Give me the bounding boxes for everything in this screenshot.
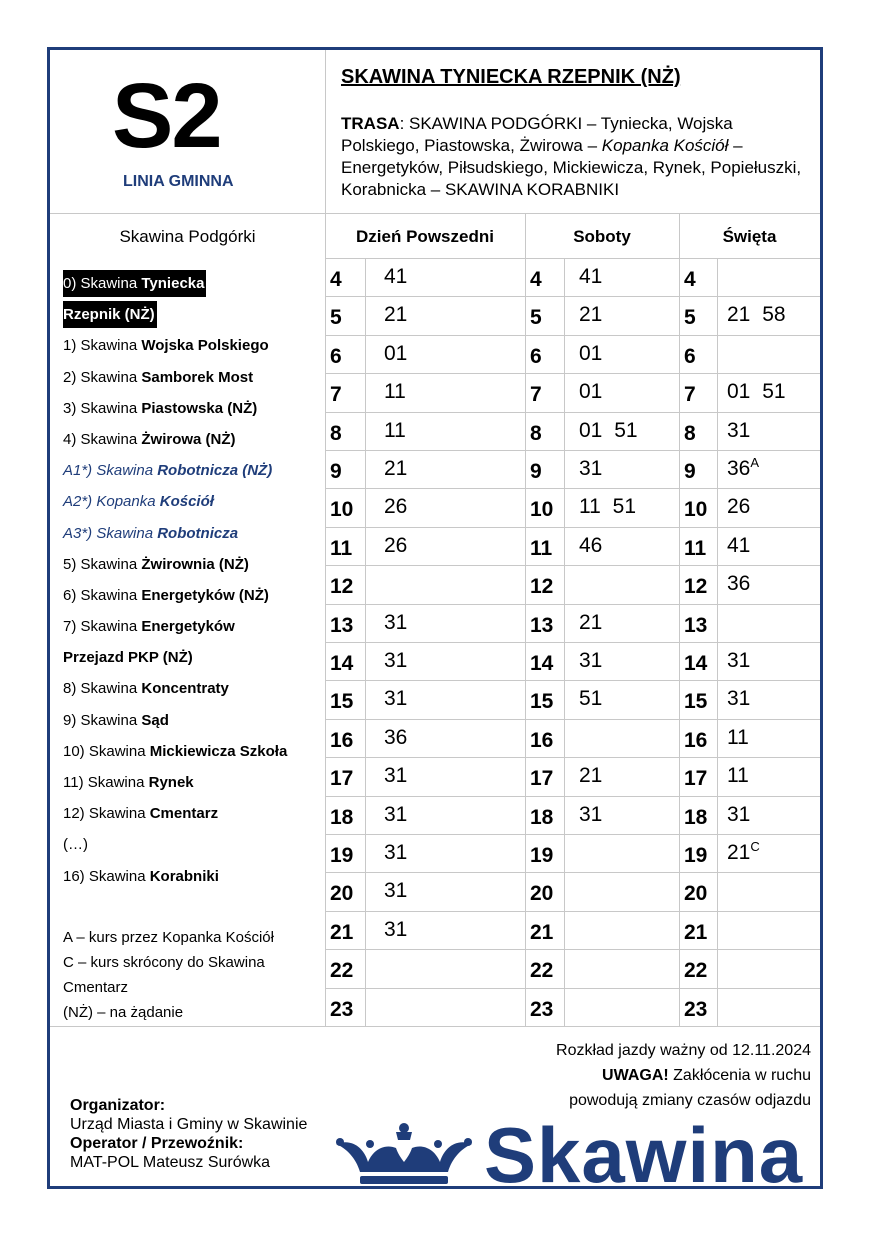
stop-prefix: 6) Skawina <box>63 586 142 604</box>
minutes-cell <box>579 796 602 834</box>
warning-line2: powodują zmiany czasów odjazdu <box>569 1092 811 1109</box>
minutes-cell <box>384 796 407 834</box>
skawina-logo-text: Skawina <box>484 1111 804 1199</box>
minutes-cell <box>384 335 407 373</box>
trasa-part1: : SKAWINA PODGÓRKI – Tyniecka, Wojska Polskiego, Piastowska, Żwirowa – <box>341 114 733 155</box>
minutes-cell <box>384 719 407 757</box>
minutes-cell <box>579 296 602 334</box>
minutes-cell <box>384 258 407 296</box>
hour-cell: 8 <box>330 421 342 445</box>
row-divider <box>325 988 820 989</box>
hour-cell: 13 <box>684 613 708 637</box>
minutes-value: 46 <box>579 533 603 557</box>
hour-cell: 23 <box>530 997 554 1021</box>
stop-name: Robotnicza (NŻ) <box>157 462 273 480</box>
hour-cell: 11 <box>684 536 707 560</box>
minutes-cell <box>384 642 407 680</box>
minutes-cell <box>384 450 407 488</box>
minutes-cell <box>727 757 749 795</box>
row-divider <box>325 949 820 950</box>
note-a: A – kurs przez Kopanka Kościół <box>63 929 274 946</box>
minutes-value: 31 <box>579 649 603 672</box>
stop-item <box>63 767 325 798</box>
weekday-column-header: Dzień Powszedni <box>356 227 494 246</box>
minutes-value: 31 <box>384 841 408 864</box>
minutes-value: 01 51 <box>579 418 638 442</box>
hour-cell: 5 <box>330 306 342 330</box>
valid-line: Rozkład jazdy ważny od 12.11.2024 <box>556 1042 811 1059</box>
minutes-value: 11 <box>384 380 406 404</box>
stop-item <box>63 486 325 517</box>
hour-cell: 23 <box>684 997 708 1021</box>
hour-cell: 12 <box>684 575 708 599</box>
stop-item <box>63 642 325 673</box>
minutes-cell <box>384 604 407 642</box>
hour-cell: 9 <box>684 460 696 483</box>
notes <box>63 925 274 1025</box>
hour-cell: 18 <box>330 805 354 829</box>
trasa-part2: – Energetyków, Piłsudskiego, Mickiewicza, Rynek, Popiełuszki, Korabnicka – SKAWINA KORABNIKI <box>341 136 802 199</box>
stop-prefix: A1*) Skawina <box>63 462 158 480</box>
stop-list <box>63 268 325 892</box>
minutes-value: 01 <box>579 341 603 365</box>
hour-cell: 15 <box>530 690 554 714</box>
hour-cell: 16 <box>330 728 354 752</box>
hour-cell: 6 <box>330 344 342 368</box>
hour-cell: 13 <box>530 613 554 637</box>
minutes-cell <box>579 642 602 680</box>
footnote-marker: A <box>750 455 760 470</box>
minutes-cell <box>579 680 602 718</box>
hour-cell: 4 <box>684 268 696 291</box>
minutes-value: 31 <box>384 802 408 826</box>
hour-cell: 19 <box>330 844 354 867</box>
minutes-cell <box>579 527 602 565</box>
footnote-marker: C <box>750 839 760 854</box>
minutes-value: 21 <box>579 610 603 634</box>
hour-cell: 10 <box>530 498 554 522</box>
stop-prefix: 2) Skawina <box>63 368 142 386</box>
stop-item <box>63 611 325 642</box>
organizer-label: Organizator: <box>70 1097 166 1114</box>
route-description <box>341 113 811 201</box>
minutes-value: 21 58 <box>727 303 786 327</box>
minutes-value: 26 <box>727 495 751 519</box>
stop-prefix: 8) Skawina <box>63 680 142 698</box>
stop-item <box>63 861 325 892</box>
saturday-column-header: Soboty <box>573 227 631 246</box>
hour-cell: 12 <box>330 575 354 599</box>
hour-cell: 4 <box>530 268 542 291</box>
minutes-value: 11 <box>384 418 406 442</box>
hour-cell: 8 <box>684 421 696 445</box>
hour-cell: 17 <box>530 767 554 791</box>
minutes-cell <box>384 412 406 450</box>
hour-cell: 11 <box>530 536 553 560</box>
stop-prefix: 1) Skawina <box>63 337 142 355</box>
hour-cell: 16 <box>684 728 708 752</box>
hour-cell: 9 <box>330 460 342 483</box>
minutes-cell <box>384 296 407 334</box>
stop-prefix: 16) Skawina <box>63 867 150 885</box>
hour-cell: 20 <box>530 882 554 906</box>
minutes-cell <box>384 911 407 949</box>
hour-cell: 12 <box>530 575 554 599</box>
crown-icon <box>334 1118 474 1188</box>
stop-name: Żwirownia (NŻ) <box>141 555 249 573</box>
minutes-value: 11 51 <box>579 495 636 519</box>
stop-item <box>63 829 325 860</box>
hour-cell: 7 <box>330 383 342 407</box>
stop-prefix: 4) Skawina <box>63 430 142 448</box>
minutes-value: 21 <box>579 764 603 788</box>
hour-cell: 22 <box>530 959 554 983</box>
minutes-cell <box>579 450 602 488</box>
minutes-cell <box>384 757 407 795</box>
stop-name: Sąd <box>141 711 169 729</box>
warning-line <box>556 1063 811 1088</box>
minutes-cell <box>384 527 407 565</box>
hour-cell: 14 <box>330 652 354 675</box>
trasa-italic: Kopanka Kościół <box>601 136 729 155</box>
stop-item <box>63 268 325 299</box>
stop-name: Samborek Most <box>141 368 254 386</box>
stop-prefix: 9) Skawina <box>63 711 142 729</box>
stop-item <box>63 362 325 393</box>
minutes-value: 21 <box>384 303 408 327</box>
stop-item <box>63 330 325 361</box>
stop-item <box>63 299 325 330</box>
hour-cell: 6 <box>684 344 696 368</box>
minutes-value: 26 <box>384 495 408 519</box>
warning-bold: UWAGA! <box>602 1067 669 1084</box>
minutes-value: 31 <box>384 879 408 903</box>
minutes-value: 01 51 <box>727 380 786 404</box>
minutes-value: 31 <box>384 687 408 711</box>
minutes-value: 41 <box>579 265 603 288</box>
minutes-cell <box>727 680 750 718</box>
note-nz: (NŻ) – na żądanie <box>63 1004 184 1021</box>
minutes-value: 11 <box>727 725 749 749</box>
minutes-cell <box>384 488 407 526</box>
minutes-cell <box>384 834 407 872</box>
hour-cell: 22 <box>684 959 708 983</box>
hour-cell: 10 <box>684 498 708 522</box>
hour-cell: 19 <box>684 844 708 867</box>
hour-cell: 14 <box>530 652 554 675</box>
minutes-value: 11 <box>727 764 749 788</box>
hour-cell: 19 <box>530 844 554 867</box>
stop-item <box>63 393 325 424</box>
stop-item <box>63 580 325 611</box>
hour-cell: 17 <box>330 767 354 791</box>
minutes-value: 21 <box>579 303 603 327</box>
stop-item <box>63 455 325 486</box>
minutes-value: 31 <box>727 687 751 711</box>
stop-name: Żwirowa (NŻ) <box>141 430 236 448</box>
minutes-value: 51 <box>579 687 603 711</box>
hour-cell: 20 <box>684 882 708 906</box>
hour-cell: 5 <box>530 306 542 330</box>
stop-item <box>63 549 325 580</box>
organizer-name: Urząd Miasta i Gminy w Skawinie <box>70 1116 308 1133</box>
minutes-cell <box>579 604 602 642</box>
validity-info <box>556 1038 811 1113</box>
hour-cell: 15 <box>684 690 708 714</box>
stop-item <box>63 673 325 704</box>
stop-prefix: 5) Skawina <box>63 555 142 573</box>
stop-item <box>63 518 325 549</box>
minutes-cell <box>384 680 407 718</box>
stop-name: Rynek <box>148 774 194 791</box>
hour-cell: 11 <box>330 536 353 560</box>
warning-rest: Zakłócenia w ruchu <box>668 1067 811 1084</box>
stop-name: Wojska Polskiego <box>141 337 269 355</box>
minutes-value: 31 <box>727 649 751 672</box>
minutes-value: 31 <box>384 649 408 672</box>
stop-prefix: 10) Skawina <box>63 742 150 760</box>
stop-name: Energetyków <box>141 618 235 636</box>
stop-prefix: A2*) Kopanka <box>63 493 160 511</box>
stop-prefix: 3) Skawina <box>63 399 142 417</box>
note-c: C – kurs skrócony do Skawina <box>63 954 265 971</box>
hour-cell: 23 <box>330 997 354 1021</box>
minutes-value: 31 <box>727 418 751 442</box>
stop-name: Robotnicza <box>157 524 239 542</box>
minutes-cell <box>727 527 750 565</box>
minutes-value: 01 <box>384 341 408 365</box>
stop-name: Koncentraty <box>141 680 229 698</box>
trasa-label: TRASA <box>341 114 400 133</box>
hour-cell: 17 <box>684 767 708 791</box>
minutes-cell <box>727 719 749 757</box>
minutes-value: 26 <box>384 533 408 557</box>
minutes-cell <box>579 757 602 795</box>
hour-cell: 22 <box>330 959 354 983</box>
minutes-value: 31 <box>727 802 751 826</box>
stop-prefix: 7) Skawina <box>63 618 142 636</box>
minutes-value: 31 <box>384 764 408 788</box>
minutes-cell <box>727 565 750 603</box>
hour-cell: 10 <box>330 498 354 522</box>
holiday-column-header: Święta <box>722 227 777 246</box>
operator-name: MAT-POL Mateusz Surówka <box>70 1154 271 1171</box>
hour-cell: 9 <box>530 460 542 483</box>
minutes-cell <box>727 373 786 411</box>
stop-name: Rzepnik (NŻ) <box>63 306 155 324</box>
minutes-value: 31 <box>384 610 408 634</box>
stop-name: Cmentarz <box>149 805 219 823</box>
minutes-cell <box>579 335 602 373</box>
minutes-value: 41 <box>384 265 408 288</box>
minutes-cell <box>579 412 638 450</box>
minutes-cell <box>579 258 602 296</box>
stop-column-header: Skawina Podgórki <box>119 227 256 246</box>
hour-cell: 18 <box>530 805 554 829</box>
hour-cell: 16 <box>530 728 554 752</box>
route-number: S2 <box>112 65 221 167</box>
minutes-cell <box>579 488 636 526</box>
minutes-cell <box>727 488 750 526</box>
stop-prefix: 0) Skawina <box>63 275 142 292</box>
minutes-value: 31 <box>579 457 603 480</box>
stop-item <box>63 798 325 829</box>
minutes-value: 31 <box>579 802 603 826</box>
stop-prefix: (…) <box>63 836 88 854</box>
stop-prefix: A3*) Skawina <box>63 524 158 542</box>
hour-cell: 21 <box>530 920 554 944</box>
stop-name: Przejazd PKP (NŻ) <box>63 649 193 667</box>
minutes-value: 31 <box>384 917 408 941</box>
hour-cell: 4 <box>330 268 342 291</box>
organizer-block <box>70 1096 307 1172</box>
minutes-value: 36 <box>384 725 408 749</box>
stop-item <box>63 424 325 455</box>
minutes-cell <box>727 412 750 450</box>
hour-cell: 5 <box>684 306 696 330</box>
minutes-cell <box>384 373 406 411</box>
minutes-value: 21 <box>727 841 751 864</box>
hour-cell: 7 <box>530 383 542 407</box>
stop-name: Tyniecka <box>141 275 205 292</box>
note-c-cont: Cmentarz <box>63 979 129 996</box>
stop-name: Mickiewicza Szkoła <box>149 742 288 760</box>
minutes-cell <box>727 834 760 872</box>
stop-item <box>63 705 325 736</box>
table-bottom-line <box>50 1026 820 1027</box>
minutes-value: 21 <box>384 457 408 480</box>
stop-prefix: 12) Skawina <box>63 805 150 823</box>
minutes-cell <box>579 373 602 411</box>
hour-cell: 15 <box>330 690 354 714</box>
header-divider <box>325 50 326 213</box>
hour-cell: 7 <box>684 383 696 407</box>
header-bottom-line <box>50 213 820 214</box>
route-name: SKAWINA TYNIECKA RZEPNIK (NŻ) <box>341 66 681 88</box>
stop-prefix: 11) Skawina <box>63 774 149 791</box>
minutes-cell <box>727 296 786 334</box>
minutes-cell <box>384 872 407 910</box>
operator-label: Operator / Przewoźnik: <box>70 1135 244 1152</box>
stop-name: Kościół <box>159 493 214 511</box>
stop-item <box>63 736 325 767</box>
stop-name: Korabniki <box>149 867 219 885</box>
stop-name: Energetyków (NŻ) <box>141 586 269 604</box>
minutes-cell <box>727 796 750 834</box>
hour-cell: 6 <box>530 344 542 368</box>
hour-cell: 20 <box>330 882 354 906</box>
minutes-cell <box>727 642 750 680</box>
hour-cell: 14 <box>684 652 708 675</box>
route-type: LINIA GMINNA <box>123 173 234 190</box>
minutes-value: 01 <box>579 380 603 404</box>
minutes-value: 36 <box>727 457 751 480</box>
hour-cell: 8 <box>530 421 542 445</box>
minutes-value: 36 <box>727 572 751 596</box>
minutes-cell <box>727 450 759 488</box>
hour-cell: 21 <box>330 920 354 944</box>
hour-cell: 13 <box>330 613 354 637</box>
hour-cell: 18 <box>684 805 708 829</box>
stop-name: Piastowska (NŻ) <box>141 399 258 417</box>
minutes-value: 41 <box>727 533 751 557</box>
hour-cell: 21 <box>684 920 708 944</box>
